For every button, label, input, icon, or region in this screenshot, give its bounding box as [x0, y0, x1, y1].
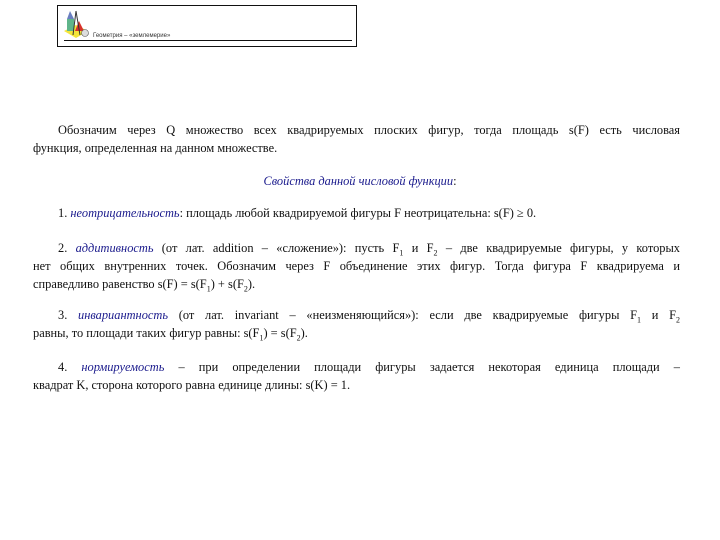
text-segment: квадрат K, сторона которого равна единице длины: s(K) = 1.: [33, 378, 351, 392]
text-line: [58, 359, 680, 375]
text-segment: 3.: [58, 308, 79, 322]
text-segment: нет общих внутренних точек. Обозначим через F объединение этих фигур. Тогда фигура F квадрируема и: [33, 259, 680, 273]
header-title: Геометрия – «землемерие»: [93, 33, 171, 39]
text-segment: (от лат. addition – «сложение»): пусть F: [153, 241, 400, 255]
heading-text: Свойства данной числовой функции: [263, 174, 454, 188]
text-segment: ).: [247, 277, 256, 291]
text-segment: и F: [641, 308, 677, 322]
subscript: 2: [296, 333, 301, 343]
text-line: [33, 276, 680, 297]
text-line: [33, 325, 680, 346]
text-segment: Обозначим через Q множество всех квадрируемых плоских фигур, тогда площадь s(F) есть числовая: [58, 123, 680, 137]
subscript: 1: [206, 284, 211, 294]
text-segment: равны, то площади таких фигур равны: s(F: [33, 326, 260, 340]
subscript: 2: [433, 248, 438, 258]
text-line: [33, 140, 680, 156]
text-line: [33, 377, 680, 393]
subscript: 2: [676, 315, 681, 325]
text-segment: – при определении площади фигуры задается некоторая единица площади –: [164, 360, 680, 374]
text-line: [58, 122, 680, 138]
header-rule: [64, 40, 352, 41]
text-segment: и F: [403, 241, 434, 255]
subscript: 1: [637, 315, 642, 325]
property-term: неотрицательность: [70, 206, 180, 220]
text-segment: ) + s(F: [210, 277, 244, 291]
text-segment: ).: [300, 326, 308, 340]
text-line: [58, 205, 680, 221]
property-term: нормируемость: [81, 360, 165, 374]
text-segment: ) = s(F: [263, 326, 297, 340]
text-segment: : площадь любой квадрируемой фигуры F неотрицательна: s(F) ≥ 0.: [179, 206, 537, 220]
text-segment: справедливо равенство s(F) = s(F: [33, 277, 207, 291]
text-segment: 4.: [58, 360, 82, 374]
text-segment: 1.: [58, 206, 71, 220]
subscript: 1: [399, 248, 404, 258]
text-segment: – две квадрируемые фигуры, у которых: [437, 241, 680, 255]
slide-header: [57, 5, 357, 47]
subscript: 2: [243, 284, 248, 294]
subscript: 1: [259, 333, 264, 343]
text-segment: функция, определенная на данном множестве.: [33, 141, 278, 155]
heading-colon: :: [453, 174, 457, 188]
text-segment: (от лат. invariant – «неизменяющийся»): если две квадрируемые фигуры F: [167, 308, 638, 322]
property-term: аддитивность: [75, 241, 154, 255]
properties-heading: [0, 174, 720, 189]
geometry-tools-logo-icon: [62, 9, 94, 39]
text-segment: 2.: [58, 241, 76, 255]
property-term: инвариантность: [78, 308, 168, 322]
text-line: [33, 258, 680, 274]
